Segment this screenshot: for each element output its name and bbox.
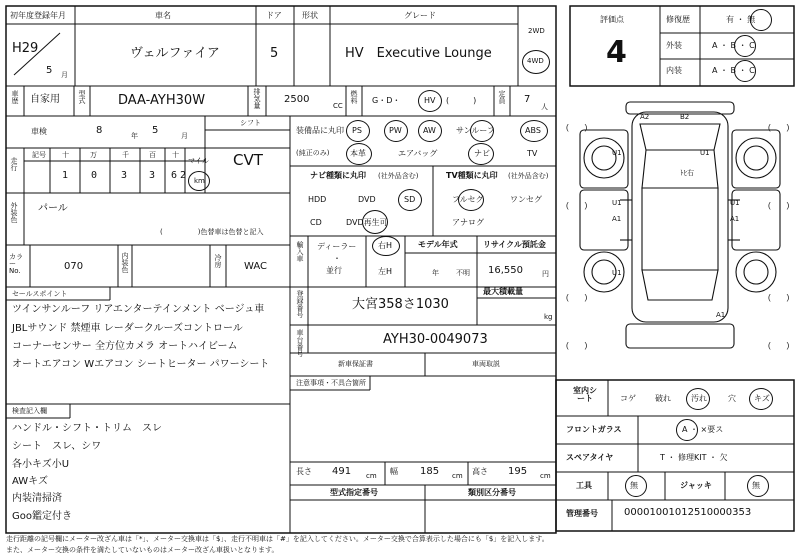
tv-label: TV種類に丸印 [446,171,498,180]
first-reg-month: 5 [46,65,53,76]
seat-tear: 破れ [655,394,671,403]
equip-abs: ABS [525,126,541,135]
equip-ps: PS [352,126,362,135]
score-value: 4 [606,35,627,70]
tools-none-circle [625,475,647,497]
svg-text:( ): ( ) [768,201,790,210]
registration-label: 登録番号 [296,290,304,318]
mileage-d2: 0 [91,170,98,181]
door-label: ドア [266,11,282,20]
navi-sub: (社外品含む) [378,172,419,180]
shaken-label: 車検 [31,127,47,136]
tv-analog: アナログ [452,218,484,227]
navi-dvd: DVD [358,195,376,204]
inspector-line-4: AWキズ [12,476,48,487]
capacity-unit: 人 [541,103,548,111]
usage-value: 自家用 [30,94,60,105]
navi-label: ナビ種類に丸印 [310,171,366,180]
shaken-year: 8 [96,125,103,136]
mark-u1-fl: U1 [612,149,622,157]
drive-4wd: 4WD [527,57,544,65]
capacity-value: 7 [524,94,531,105]
model-label: 型式 [78,90,86,104]
sales-points-label: セールスポイント [12,290,68,298]
import-right: 右H [378,241,393,250]
repair-none-circle [750,9,772,31]
spare-label: スペアタイヤ [566,453,614,462]
equip-ps-circle [346,120,370,142]
model-year-unit: 年 [432,269,439,277]
grade: HV Executive Lounge [345,46,492,61]
jack-none-circle [747,475,769,497]
cc-unit: CC [333,102,343,110]
chassis-label: 車台番号 [296,329,304,357]
svg-text:( ): ( ) [566,341,588,350]
mark-a1-ml: A1 [612,215,622,223]
svg-text:( ): ( ) [768,123,790,132]
chassis-number: AYH30-0049073 [383,332,488,347]
sales-line-1: ツインサンルーフ リアエンターテインメント ベージュ車 [12,304,265,315]
shape-label: 形状 [302,11,318,20]
import-dealer: ディーラー [317,242,357,251]
first-reg-year: H29 [12,41,39,56]
km-unit: km [194,177,205,185]
import-right-circle [372,236,400,256]
repair-label: 修復歴 [666,15,690,24]
car-name: ヴェルファイア [130,46,220,61]
mileage-d4: 3 [149,170,156,181]
ac-value: WAC [244,261,267,272]
mark-u1-rl: U1 [612,269,622,277]
equip-pw: PW [389,126,402,135]
displacement-label: 排気量 [253,88,261,109]
repair-value: 有 ・ 無 [726,15,756,24]
inspector-label: 検査記入欄 [12,407,47,415]
capacity-label: 定員 [498,90,506,104]
car-diagram [580,102,780,348]
equip-navi-circle [468,143,494,165]
equip-tv: TV [527,149,538,158]
recycle-label: リサイクル預託金 [483,240,546,249]
width-cm: cm [452,472,463,480]
exterior-note: ( )色替車は色替と記入 [160,228,264,236]
mileage-d5: 6 [171,170,178,181]
manual-label: 車両取説 [472,360,500,368]
navi-cd: CD [310,218,322,227]
mark-a1-mr: A1 [730,215,740,223]
class-number-label: 類別区分番号 [468,488,516,497]
usage-label: 車歴 [11,90,19,104]
svg-text:( ): ( ) [768,341,790,350]
displacement-value: 2500 [284,94,310,105]
exterior-color: パール [38,203,68,214]
equip-navi: ナビ [474,149,490,158]
model-year-label: モデル年式 [418,240,458,249]
navi-dvdplay-circle [362,210,388,234]
max-load-kg: kg [544,313,553,321]
sales-line-2: JBLサウンド 禁煙車 レーダークルーズコントロール [12,323,243,334]
tv-oneseg: ワンセグ [510,195,542,204]
tools-label: 工具 [576,481,592,490]
model-value: DAA-AYH30W [118,93,206,108]
footer-line-2: また、メーター交換の条件を満たしていないものはメーター改ざん車扱いとなります。 [6,546,279,554]
mileage-d1: 1 [62,170,69,181]
length-cm: cm [366,472,377,480]
height-label: 高さ [472,467,488,476]
mileage-label: 走行 [10,157,18,171]
navi-dvdplay: DVD再生可 [346,218,388,227]
interior-score-label: 内装 [666,66,682,75]
windshield-a-circle [676,419,698,441]
mark-u1-mr: U1 [730,199,740,207]
tv-fullseg-circle [458,189,484,211]
mark-roof: ﾄﾋ右 [680,169,694,177]
car-name-label: 車名 [155,11,171,20]
mark-b2: B2 [680,113,690,121]
door-count: 5 [270,46,279,61]
import-dot: ・ [333,254,341,263]
mileage-d6: 2 [180,170,187,181]
mileage-d3: 3 [121,170,128,181]
length-value: 491 [332,466,352,477]
shaken-month: 5 [152,125,159,136]
inspector-line-1: ハンドル・シフト・トリム スレ [12,423,162,434]
import-parallel: 並行 [326,266,342,275]
model-year-unknown: 不明 [456,269,470,277]
fuel-label: 燃料 [350,90,358,104]
shaken-month-unit: 月 [181,132,188,140]
windshield-value: A ・ ×要ス [682,425,724,434]
score-label: 評価点 [600,15,624,24]
interior-score-value: A ・ B ・ C [712,66,755,75]
warranty-label: 新車保証書 [338,360,373,368]
mark-a1-rear: A1 [716,311,726,319]
ac-label: 冷房 [214,254,222,268]
seat-hole: 穴 [728,394,736,403]
shift-label: シフト [240,119,261,127]
management-value: 00001001012510000353 [624,507,752,518]
jack-label: ジャッキ [680,481,712,490]
inspector-line-2: シート スレ、シワ [12,441,102,452]
mileage-mile: マイル [188,157,209,165]
seat-scratch: キズ [754,394,770,403]
equip-leather: 本革 [350,149,366,158]
sales-line-4: オートエアコン Wエアコン シートヒーター パワーシート [12,359,270,370]
seat-label: 室内シート [573,386,597,403]
exterior-score-value: A ・ B ・ C [712,41,755,50]
drive-4wd-circle [522,50,550,74]
height-value: 195 [508,466,528,477]
notes-label: 注意事項・不具合箇所 [296,379,366,387]
tools-value: 無 [630,481,638,490]
seat-burn: コゲ [620,394,636,403]
equip-pw-circle [384,120,408,142]
management-label: 管理番号 [566,509,598,518]
exterior-b-circle [734,35,756,57]
equip-airbag: エアバッグ [398,149,438,158]
mark-a2: A2 [640,113,650,121]
width-label: 幅 [390,467,398,476]
mileage-h4: 百 [149,151,156,159]
equip-sunroof: サンルーフ [456,126,495,135]
import-left: 左H [378,267,393,276]
recycle-value: 16,550 [488,265,523,276]
navi-sd-circle [398,189,422,211]
equipment-sublabel: (純正のみ) [296,149,330,157]
fuel-paren: ( ) [446,96,477,105]
equip-abs-circle [520,120,548,142]
svg-text:( ): ( ) [566,123,588,132]
mark-u1-fr: U1 [700,149,710,157]
mileage-h5: 十 [172,151,179,159]
equip-aw: AW [423,126,436,135]
width-value: 185 [420,466,440,477]
navi-hdd: HDD [308,195,327,204]
color-no: 070 [64,261,84,272]
svg-text:( ): ( ) [566,201,588,210]
interior-color-label: 内装色 [121,252,129,273]
length-label: 長さ [296,467,312,476]
exterior-score-label: 外装 [666,41,682,50]
interior-b-circle [734,60,756,82]
svg-text:( ): ( ) [768,293,790,302]
color-no-label: カラーNo. [9,253,23,275]
month-unit: 月 [61,71,68,79]
equipment-label: 装備品に丸印 [296,126,344,135]
footer-line-1: 走行距離の記号欄にメーター改ざん車は「*」、メーター交換車は「$」、走行不明車は「#」を記入してください。メーター交換で合算表示した場合にも「$」を記入します。 [6,535,549,543]
seat-scratch-circle [749,388,773,410]
drive-2wd: 2WD [528,27,545,35]
recycle-yen: 円 [542,270,549,278]
shift-value: CVT [233,151,263,169]
km-circle [188,171,210,191]
plate-number: 大宮358さ1030 [352,297,449,312]
equip-sunroof-circle [470,120,494,142]
tv-fullseg: フルセグ [452,195,484,204]
shaken-year-unit: 年 [131,132,138,140]
fuel-hv-circle [418,90,442,112]
mileage-h2: 万 [90,151,97,159]
height-cm: cm [540,472,551,480]
jack-value: 無 [752,481,760,490]
import-label: 輸入車 [296,241,304,262]
navi-sd: SD [404,195,416,204]
inspector-line-5: 内装清掃済 [12,493,62,504]
svg-text:( ): ( ) [566,293,588,302]
type-number-label: 型式指定番号 [330,488,378,497]
fuel-hv: HV [424,96,436,105]
windshield-label: フロントガラス [566,425,622,434]
spare-value: T ・ 修理KIT ・ 欠 [660,453,728,462]
mileage-h3: 千 [122,151,129,159]
equip-leather-circle [346,143,372,165]
sales-line-3: コーナーセンサー 全方位カメラ オートハイビーム [12,341,238,352]
seat-stain-circle [686,388,710,410]
equip-aw-circle [418,120,442,142]
mileage-header-label: 記号 [32,151,46,159]
seat-stain: 汚れ [691,394,707,403]
mileage-h1: 十 [62,151,69,159]
max-load-label: 最大積載量 [483,287,523,296]
grade-label: グレード [404,11,436,20]
fuel-options: G・D・ [372,96,401,105]
tv-sub: (社外品含む) [508,172,549,180]
exterior-label: 外装色 [10,202,18,223]
inspector-line-6: Goo鑑定付き [12,511,72,522]
first-reg-label: 初年度登録年月 [10,11,66,20]
inspector-line-3: 各小キズ小U [12,459,70,470]
mark-u1-ml: U1 [612,199,622,207]
